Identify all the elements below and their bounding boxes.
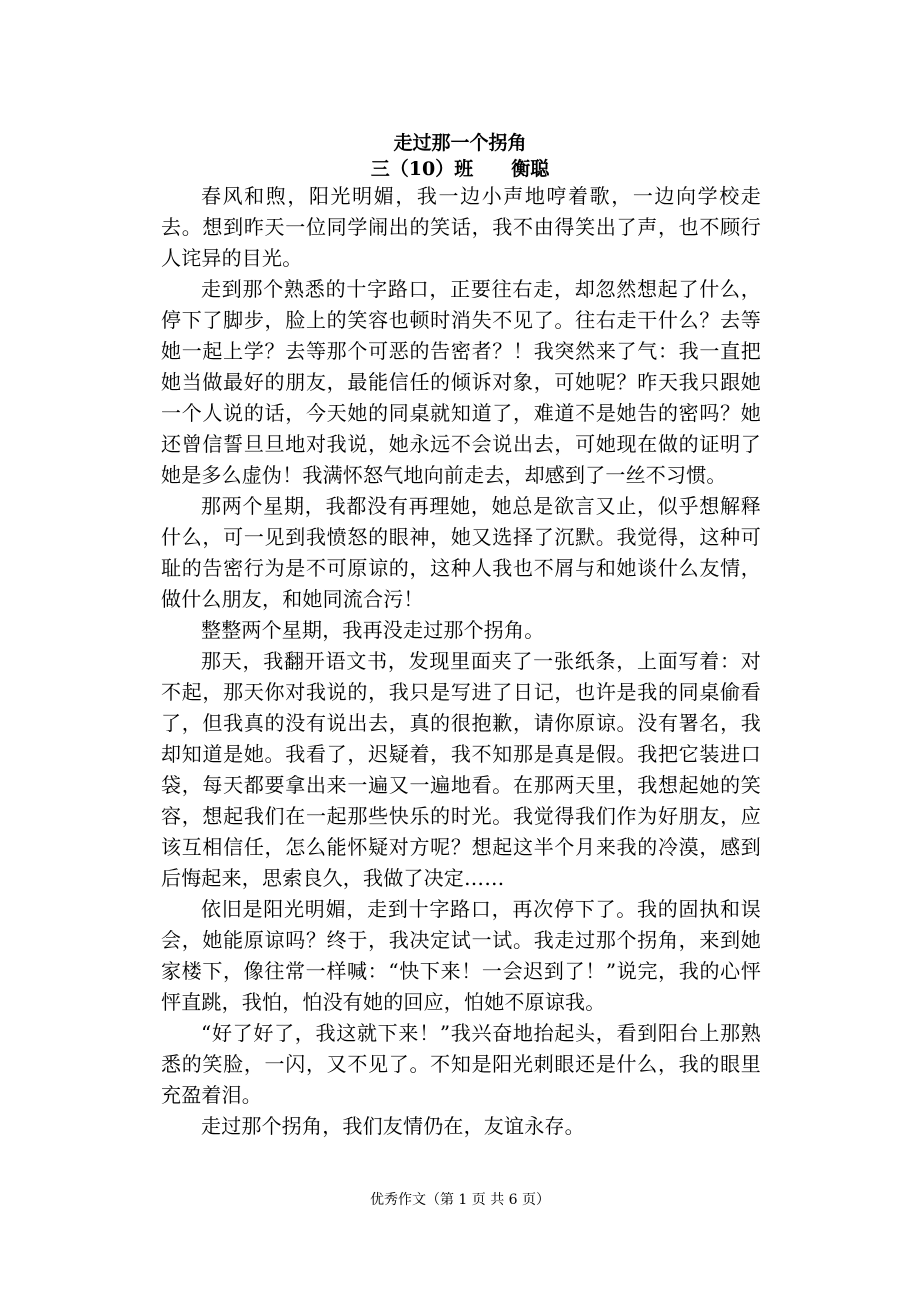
paragraph: 整整两个星期，我再没走过那个拐角。 — [201, 618, 545, 642]
paragraph: 春风和煦，阳光明媚，我一边小声地哼着歌，一边向学校走去。想到昨天一位同学闹出的笑话，我不由得笑出了声，也不顾行人诧异的目光。 — [161, 184, 761, 270]
paragraph: 依旧是阳光明媚，走到十字路口，再次停下了。我的固执和误会，她能原谅吗？终于，我决定试一试。我走过那个拐角，来到她家楼下，像往常一样喊：“快下来！一会迟到了！”说完，我的心怦怦直跳，我怕，怕没有她的回应，怕她不原谅我。 — [161, 897, 761, 1014]
paragraph: “好了好了，我这就下来！”我兴奋地抬起头，看到阳台上那熟悉的笑脸，一闪，又不见了。不知是阳光刺眼还是什么，我的眼里充盈着泪。 — [161, 1021, 761, 1107]
paragraph: 那天，我翻开语文书，发现里面夹了一张纸条，上面写着：对不起，那天你对我说的，我只是写进了日记，也许是我的同桌偷看了，但我真的没有说出去，真的很抱歉，请你原谅。没有署名，我却知道是她。我看了，迟疑着，我不知那是真是假。我把它装进口袋，每天都要拿出来一遍又一遍地看。在那两天里，我想起她的笑容，想起我们在一起那些快乐的时光。我觉得我们作为好朋友，应该互相信任，怎么能怀疑对方呢？想起这半个月来我的冷漠，感到后悔起来，思索良久，我做了决定…… — [161, 649, 761, 890]
document-title: 走过那一个拐角 — [393, 132, 527, 154]
essay-body — [161, 181, 761, 1142]
paragraph: 走过那个拐角，我们友情仍在，友谊永存。 — [201, 1114, 585, 1138]
paragraph: 那两个星期，我都没有再理她，她总是欲言又止，似乎想解释什么，可一见到我愤怒的眼神，她又选择了沉默。我觉得，这种可耻的告密行为是不可原谅的，这种人我也不屑与和她谈什么友情，做什么朋友，和她同流合污！ — [161, 494, 761, 611]
page-footer: 优秀作文（第 1 页 共 6 页） — [369, 1192, 551, 1208]
paragraph: 走到那个熟悉的十字路口，正要往右走，却忽然想起了什么，停下了脚步，脸上的笑容也顿时消失不见了。往右走干什么？去等她一起上学？去等那个可恶的告密者？！我突然来了气：我一直把她当做最好的朋友，最能信任的倾诉对象，可她呢？昨天我只跟她一个人说的话，今天她的同桌就知道了，难道不是她告的密吗？她还曾信誓旦旦地对我说，她永远不会说出去，可她现在做的证明了她是多么虚伪！我满怀怒气地向前走去，却感到了一丝不习惯。 — [161, 277, 761, 487]
author-byline: 三（10）班 衡聪 — [370, 158, 550, 180]
